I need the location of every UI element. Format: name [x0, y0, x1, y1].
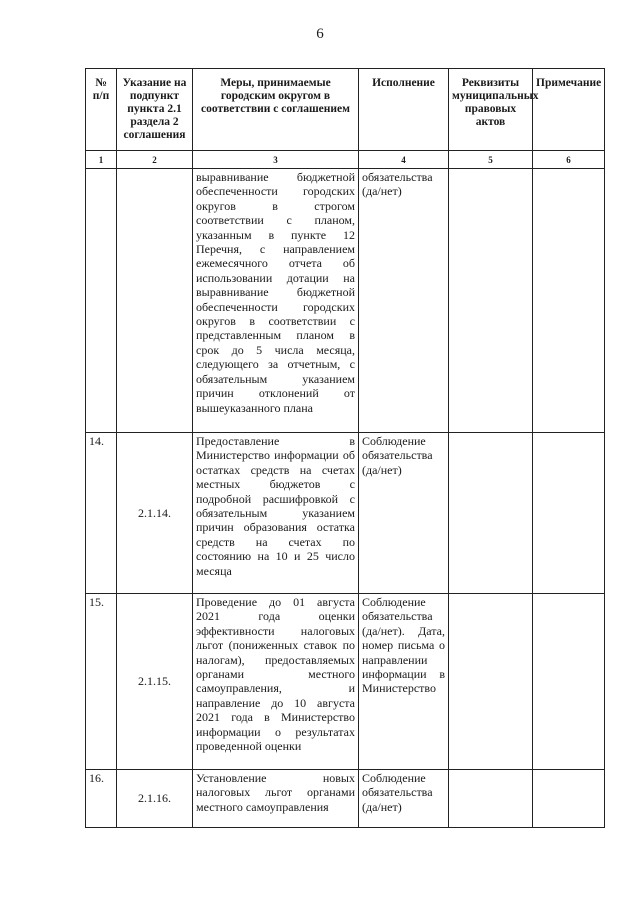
- row-acts: [449, 169, 533, 433]
- row-measure: Проведение до 01 августа 2021 года оценки эффективности налоговых льгот (пониженных ставок по налогам), предоставляемых органами местного самоуправления, и направление до 10 августа 2021 года в Министерство информации о результатах проведенной оценки: [193, 594, 359, 770]
- column-number: 6: [533, 151, 605, 169]
- column-number: 5: [449, 151, 533, 169]
- column-number: 2: [117, 151, 193, 169]
- row-number: 16.: [86, 770, 117, 828]
- column-number: 3: [193, 151, 359, 169]
- header-note: Примечание: [533, 69, 605, 151]
- row-execution: обязательства (да/нет): [359, 169, 449, 433]
- row-execution: Соблюдение обязательства (да/нет): [359, 433, 449, 594]
- row-note: [533, 433, 605, 594]
- header-num: № п/п: [86, 69, 117, 151]
- table-row: [86, 433, 605, 594]
- row-acts: [449, 770, 533, 828]
- row-execution: Соблюдение обязательства (да/нет). Дата, номер письма о направлении информации в Министерство: [359, 594, 449, 770]
- row-clause: 2.1.15.: [117, 594, 193, 770]
- row-clause: 2.1.16.: [117, 770, 193, 828]
- header-measures: Меры, принимаемые городским округом в соответствии с соглашением: [193, 69, 359, 151]
- table-row: [86, 169, 605, 433]
- table-row: [86, 770, 605, 828]
- table-row: [86, 594, 605, 770]
- header-execution: Исполнение: [359, 69, 449, 151]
- header-acts: Реквизиты муниципальных правовых актов: [449, 69, 533, 151]
- column-number-row: [86, 151, 605, 169]
- row-number: [86, 169, 117, 433]
- column-number: 1: [86, 151, 117, 169]
- column-number: 4: [359, 151, 449, 169]
- row-measure: Установление новых налоговых льгот органами местного самоуправления: [193, 770, 359, 828]
- row-number: 14.: [86, 433, 117, 594]
- row-acts: [449, 433, 533, 594]
- row-measure: Предоставление в Министерство информации об остатках средств на счетах местных бюджетов с подробной расшифровкой с обязательным указанием причин образования остатка средств на счетах по состоянию на 10 и 25 число месяца: [193, 433, 359, 594]
- page-number: 6: [316, 26, 324, 42]
- row-acts: [449, 594, 533, 770]
- header-row: [86, 69, 605, 151]
- row-clause: [117, 169, 193, 433]
- row-measure: выравнивание бюджетной обеспеченности городских округов в строгом соответствии с планом, указанным в пункте 12 Перечня, с направлением ежемесячного отчета об использовании дотации на выравнивание бюджетной обеспеченности городских округов в соответствии с представленным планом в срок до 5 числа месяца, следующего за отчетным, с обязательным указанием причин отклонений от вышеуказанного плана: [193, 169, 359, 433]
- row-note: [533, 169, 605, 433]
- row-clause: 2.1.14.: [117, 433, 193, 594]
- row-execution: Соблюдение обязательства (да/нет): [359, 770, 449, 828]
- row-note: [533, 594, 605, 770]
- obligations-table: [85, 68, 605, 828]
- row-number: 15.: [86, 594, 117, 770]
- row-note: [533, 770, 605, 828]
- header-clause: Указание на подпункт пункта 2.1 раздела 2 соглашения: [117, 69, 193, 151]
